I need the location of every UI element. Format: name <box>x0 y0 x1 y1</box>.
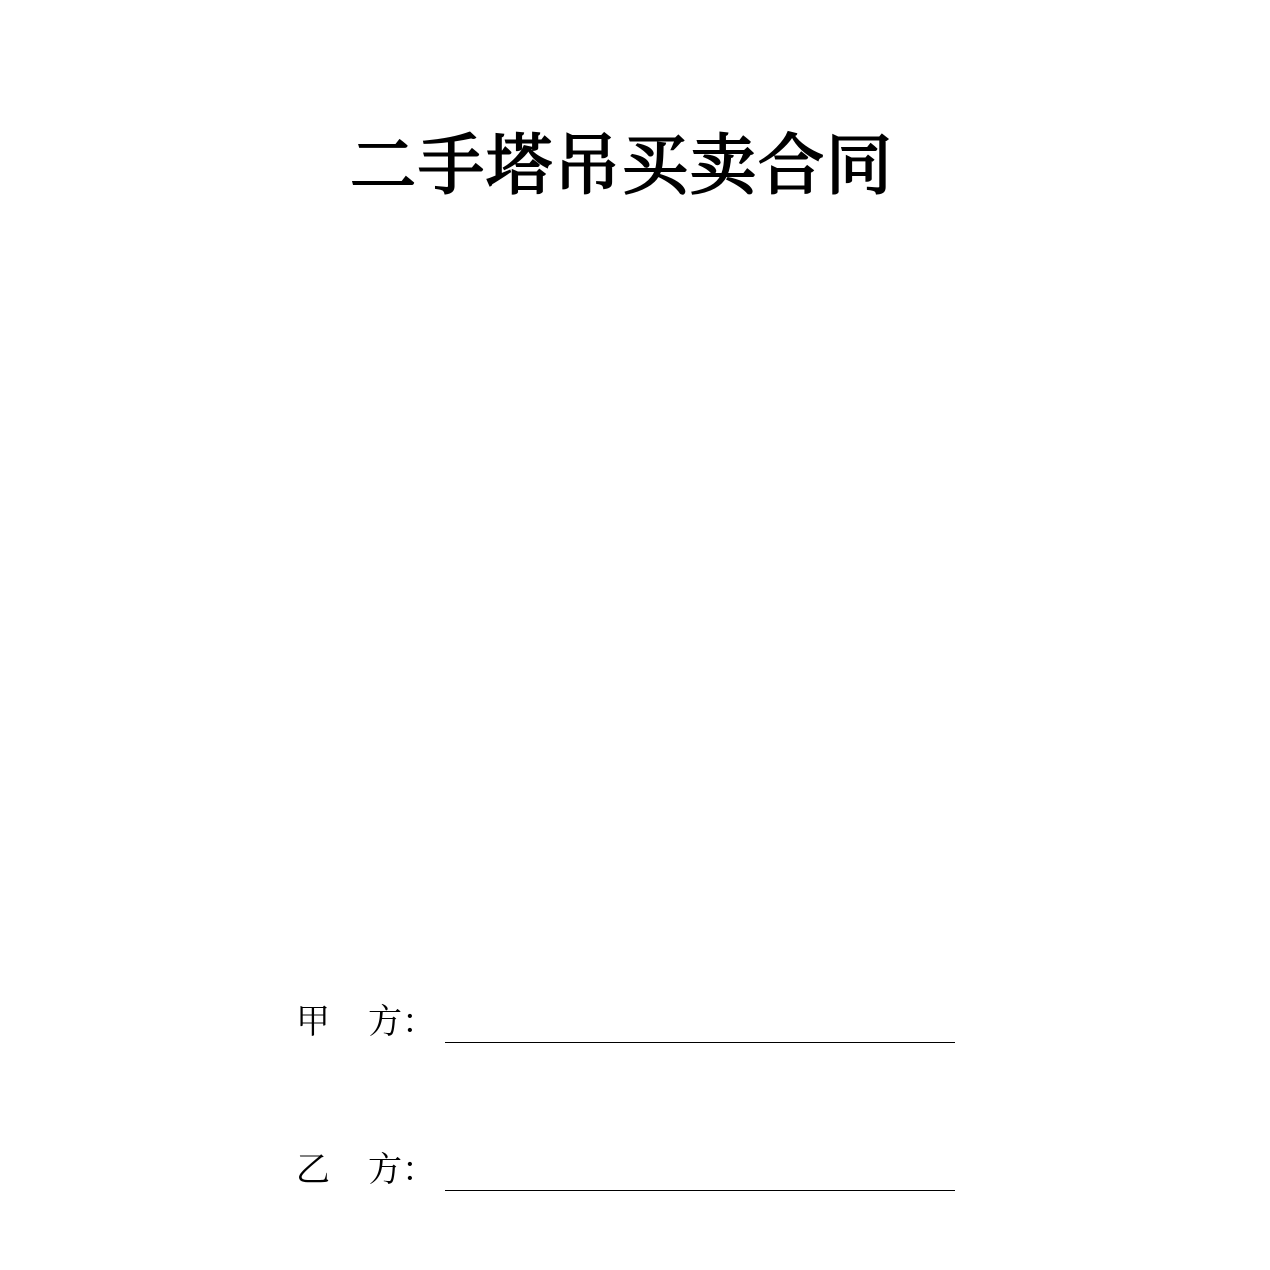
party-a-signature-line[interactable] <box>445 1042 955 1043</box>
party-a-label <box>296 1000 442 1044</box>
party-b-row <box>296 1148 955 1192</box>
party-a-char-2: 方 <box>368 1002 402 1042</box>
party-b-char-1: 乙 <box>296 1150 330 1190</box>
party-b-char-2: 方 <box>368 1150 402 1190</box>
document-title: 二手塔吊买卖合同 <box>350 126 894 204</box>
party-a-char-1: 甲 <box>296 1002 330 1042</box>
party-a-row <box>296 1000 955 1044</box>
party-b-label <box>296 1148 442 1192</box>
party-b-colon: ： <box>402 1150 436 1190</box>
party-b-signature-line[interactable] <box>445 1190 955 1191</box>
party-a-colon: ： <box>402 1002 436 1042</box>
